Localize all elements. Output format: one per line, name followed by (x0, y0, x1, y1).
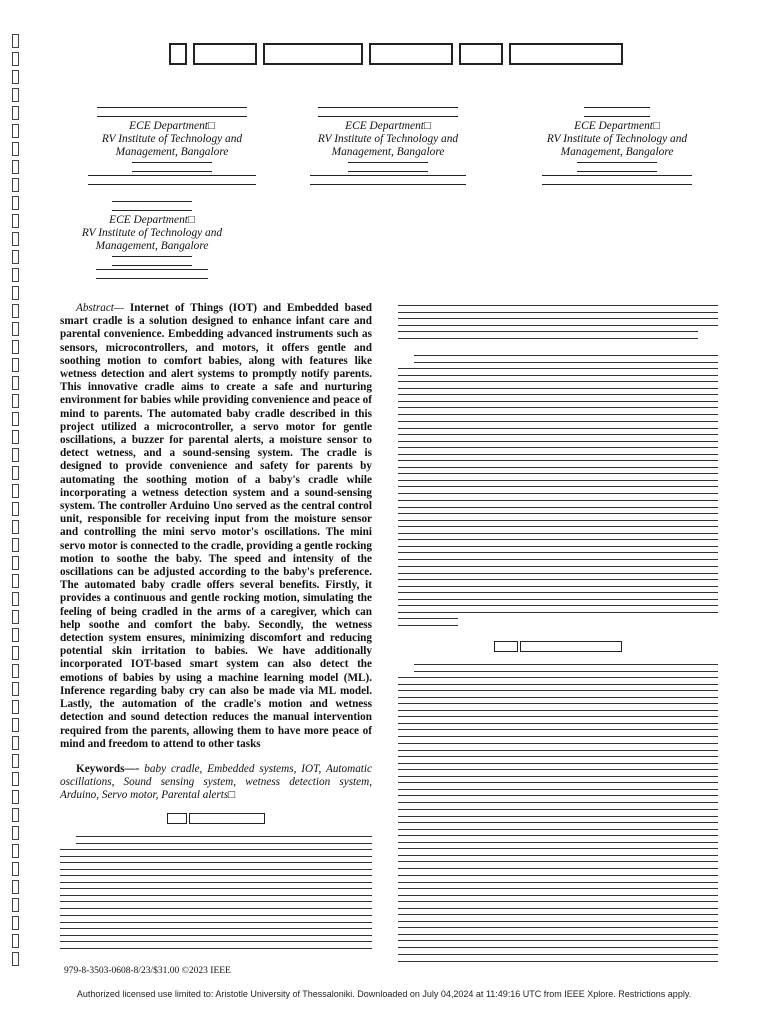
author-email-garbled (88, 175, 256, 185)
sidebar-glyph (12, 718, 19, 732)
sidebar-glyph (12, 448, 19, 462)
sidebar-glyph (12, 808, 19, 822)
sidebar-glyph (12, 754, 19, 768)
sidebar-glyph (12, 124, 19, 138)
section-heading-introduction-garbled (60, 813, 372, 827)
keywords-text: baby cradle, Embedded systems, IOT, Automatic oscillations, Sound sensing system, wetness detection system, Arduino, Servo motor, Parental alerts□ (60, 762, 372, 802)
sidebar-glyph (12, 268, 19, 282)
sidebar-glyph (12, 880, 19, 894)
right-body-paragraph-1-garbled (398, 302, 718, 342)
author-city: Management, Bangalore (331, 146, 445, 158)
sidebar-glyph (12, 952, 19, 966)
sidebar-glyph (12, 160, 19, 174)
introduction-body-garbled (60, 833, 372, 952)
sidebar-glyph (12, 286, 19, 300)
author-dept: ECE Department□ (574, 120, 660, 132)
sidebar-glyph (12, 574, 19, 588)
author-email-garbled (310, 175, 466, 185)
sidebar-glyph (12, 628, 19, 642)
author-city: Management, Bangalore (115, 146, 229, 158)
author-country-garbled (348, 162, 428, 172)
footer-authorized-use: Authorized licensed use limited to: Aristotle University of Thessaloniki. Downloaded on July 04,2024 at 11:49:16 UTC from IEEE Xplore. Restrictions apply. (76, 989, 692, 999)
author-block-4 (52, 198, 252, 282)
right-body-paragraph-3-garbled (398, 661, 718, 964)
sidebar-glyph (12, 844, 19, 858)
right-body-paragraph-2-garbled (398, 352, 718, 629)
sidebar-glyph (12, 826, 19, 840)
author-name-garbled (318, 107, 458, 117)
footer-isbn: 979-8-3503-0608-8/23/$31.00 ©2023 IEEE (64, 966, 231, 976)
author-name-garbled (97, 107, 247, 117)
sidebar-glyph (12, 502, 19, 516)
sidebar-glyph (12, 340, 19, 354)
sidebar-glyph (12, 466, 19, 480)
sidebar-glyph (12, 394, 19, 408)
sidebar-glyph (12, 214, 19, 228)
sidebar-glyph (12, 196, 19, 210)
sidebar-glyph (12, 250, 19, 264)
sidebar-glyph (12, 736, 19, 750)
author-dept: ECE Department□ (109, 214, 195, 226)
sidebar-glyph (12, 556, 19, 570)
sidebar-glyph (12, 682, 19, 696)
abstract-paragraph (60, 302, 372, 751)
sidebar-glyph (12, 376, 19, 390)
right-column (398, 302, 718, 964)
sidebar-glyph (12, 520, 19, 534)
author-block-2 (288, 104, 488, 188)
keywords-paragraph (60, 763, 372, 803)
sidebar-glyph (12, 304, 19, 318)
sidebar-glyph (12, 772, 19, 786)
author-institute: RV Institute of Technology and (317, 133, 459, 145)
sidebar-glyph (12, 430, 19, 444)
sidebar-glyph (12, 322, 19, 336)
sidebar-glyph (12, 934, 19, 948)
author-country-garbled (132, 162, 212, 172)
author-country-garbled (112, 256, 192, 266)
sidebar-glyph (12, 538, 19, 552)
sidebar-glyph (12, 412, 19, 426)
sidebar-glyph (12, 592, 19, 606)
sidebar-glyph (12, 34, 19, 48)
author-city: Management, Bangalore (95, 240, 209, 252)
sidebar-glyph (12, 142, 19, 156)
sidebar-glyph (12, 232, 19, 246)
author-email-garbled (542, 175, 692, 185)
keywords-label: Keywords—- (76, 762, 140, 775)
author-block-1 (72, 104, 272, 188)
sidebar-glyph (12, 790, 19, 804)
sidebar-glyph (12, 862, 19, 876)
sidebar-glyph (12, 700, 19, 714)
sidebar-glyph (12, 178, 19, 192)
abstract-text: Internet of Things (IOT) and Embedded based smart cradle is a solution designed to enhance infant care and parental convenience. Embedding advanced instruments such as sensors, microcontrollers, and motors, it offers gentle and soothing motion to comfort babies, along with features like wetness detection and alert systems to promptly notify parents. This innovative cradle aims to create a safe and nurturing environment for babies while providing convenience and peace of mind to parents. The automated baby cradle described in this project utilized a microcontroller, a servo motor for gentle oscillations, a buzzer for parental alerts, a moisture sensor to detect wetness, and a sound-sensing system. The cradle is designed to provide convenience and safety for parents by automating the soothing motion of a baby's cradle while incorporating a wetness detection system and a sound-sensing system. The controller Arduino Uno served as the central control unit, responsible for receiving input from the moisture sensor and controlling the mini servo motor's oscillations. The mini servo motor is connected to the cradle, providing a gentle rocking motion to soothe the baby. The speed and intensity of the oscillations can be adjusted according to the baby's preference. The automated baby cradle offers several benefits. Firstly, it provides a continuous and gentle rocking motion, simulating the feeling of being cradled in the arms of a caregiver, which can help soothe and comfort the baby. Secondly, the wetness detection system ensures, minimizing discomfort and reducing potential skin irritation to babies. We have additionally incorporated IOT-based smart system can also detect the emotions of babies by using a machine learning model (ML). Inference regarding baby cry can also be made via ML model. Lastly, the automation of the cradle's motion and wetness detection and sound detection reduces the manual intervention required from the parents, allowing them to have more peace of mind and freedom to attend to other tasks (60, 302, 372, 750)
author-dept: ECE Department□ (345, 120, 431, 132)
sidebar-glyph (12, 664, 19, 678)
sidebar-glyph (12, 52, 19, 66)
sidebar-glyph (12, 358, 19, 372)
arxiv-sidebar-stamp (12, 34, 21, 972)
sidebar-glyph (12, 70, 19, 84)
sidebar-glyph (12, 898, 19, 912)
left-column (60, 302, 372, 951)
section-heading-2-garbled (398, 641, 718, 655)
sidebar-glyph (12, 646, 19, 660)
author-country-garbled (577, 162, 657, 172)
author-email-garbled (96, 269, 208, 279)
sidebar-glyph (12, 88, 19, 102)
sidebar-glyph (12, 916, 19, 930)
sidebar-glyph (12, 106, 19, 120)
sidebar-glyph (12, 484, 19, 498)
author-block-3 (517, 104, 717, 188)
author-institute: RV Institute of Technology and (81, 227, 223, 239)
author-dept: ECE Department□ (129, 120, 215, 132)
author-institute: RV Institute of Technology and (546, 133, 688, 145)
author-institute: RV Institute of Technology and (101, 133, 243, 145)
author-name-garbled (112, 201, 192, 211)
abstract-label: Abstract— (76, 302, 124, 314)
paper-title (100, 40, 692, 64)
author-name-garbled (584, 107, 650, 117)
sidebar-glyph (12, 610, 19, 624)
author-city: Management, Bangalore (560, 146, 674, 158)
